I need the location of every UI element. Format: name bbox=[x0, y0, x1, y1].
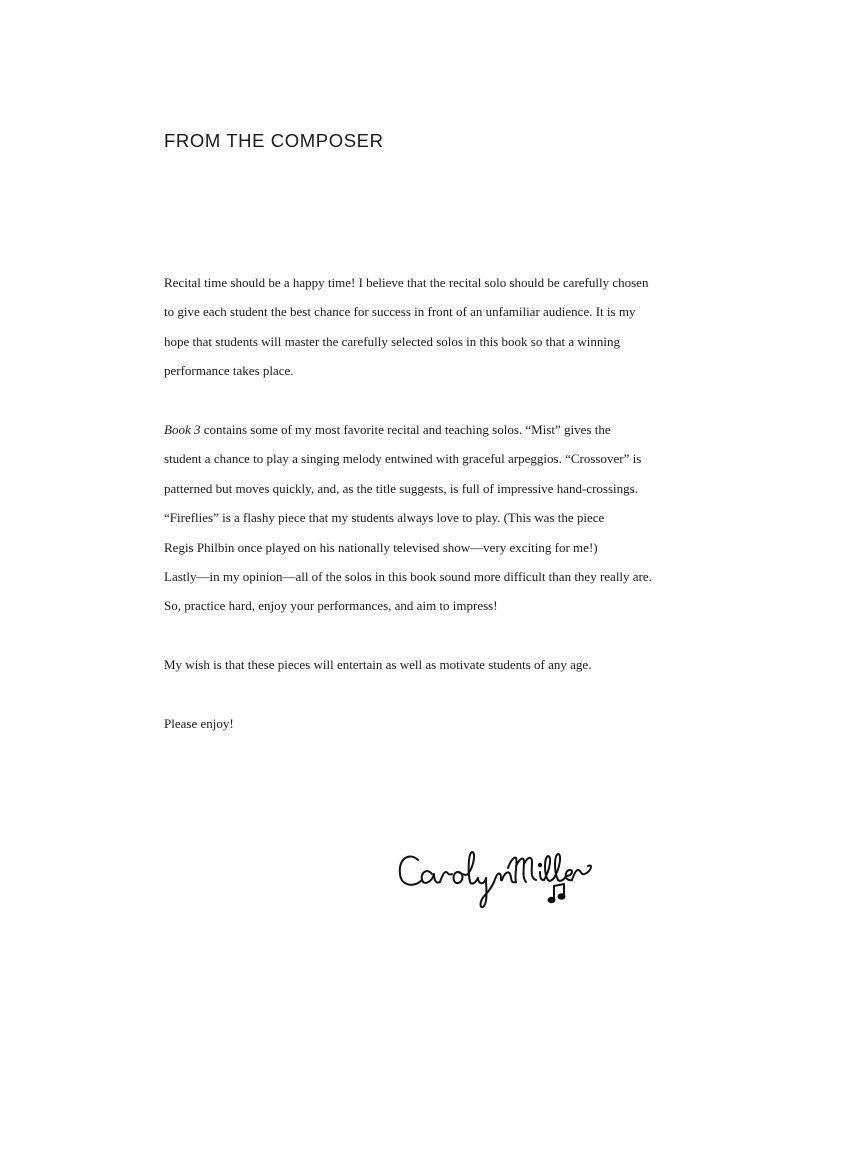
text-line: performance takes place. bbox=[164, 363, 294, 379]
text-line: Lastly—in my opinion—all of the solos in this book sound more difficult than they really are. bbox=[164, 569, 652, 585]
text-line: patterned but moves quickly, and, as the title suggests, is full of impressive hand-crossings. bbox=[164, 480, 638, 496]
text-line: to give each student the best chance for success in front of an unfamiliar audience. It is my bbox=[164, 304, 636, 320]
paragraph-closing bbox=[164, 709, 684, 738]
paragraph-spacer bbox=[164, 680, 684, 709]
text-line bbox=[164, 415, 684, 444]
letter-body bbox=[164, 268, 684, 738]
text-line: Please enjoy! bbox=[164, 716, 234, 732]
text-line: Regis Philbin once played on his nationally televised show—very exciting for me!) bbox=[164, 539, 598, 555]
text-line: student a chance to play a singing melody entwined with graceful arpeggios. “Crossover” is bbox=[164, 451, 642, 467]
text-line: So, practice hard, enjoy your performances, and aim to impress! bbox=[164, 598, 498, 614]
page-title: FROM THE COMPOSER bbox=[164, 130, 384, 151]
text-line: My wish is that these pieces will entertain as well as motivate students of any age. bbox=[164, 657, 592, 673]
paragraph-book-contents bbox=[164, 415, 684, 621]
text-line: Recital time should be a happy time! I believe that the recital solo should be carefully chosen bbox=[164, 275, 649, 290]
paragraph-spacer bbox=[164, 386, 684, 415]
paragraph-intro bbox=[164, 268, 684, 386]
book-title: Book 3 bbox=[164, 422, 201, 438]
paragraph-wish bbox=[164, 650, 684, 679]
text-line-rest: contains some of my most favorite recital and teaching solos. “Mist” gives the bbox=[200, 422, 611, 438]
text-line: “Fireflies” is a flashy piece that my students always love to play. (This was the piece bbox=[164, 510, 605, 526]
composer-signature bbox=[396, 848, 600, 912]
paragraph-spacer bbox=[164, 621, 684, 650]
text-line: hope that students will master the carefully selected solos in this book so that a winning bbox=[164, 333, 620, 349]
